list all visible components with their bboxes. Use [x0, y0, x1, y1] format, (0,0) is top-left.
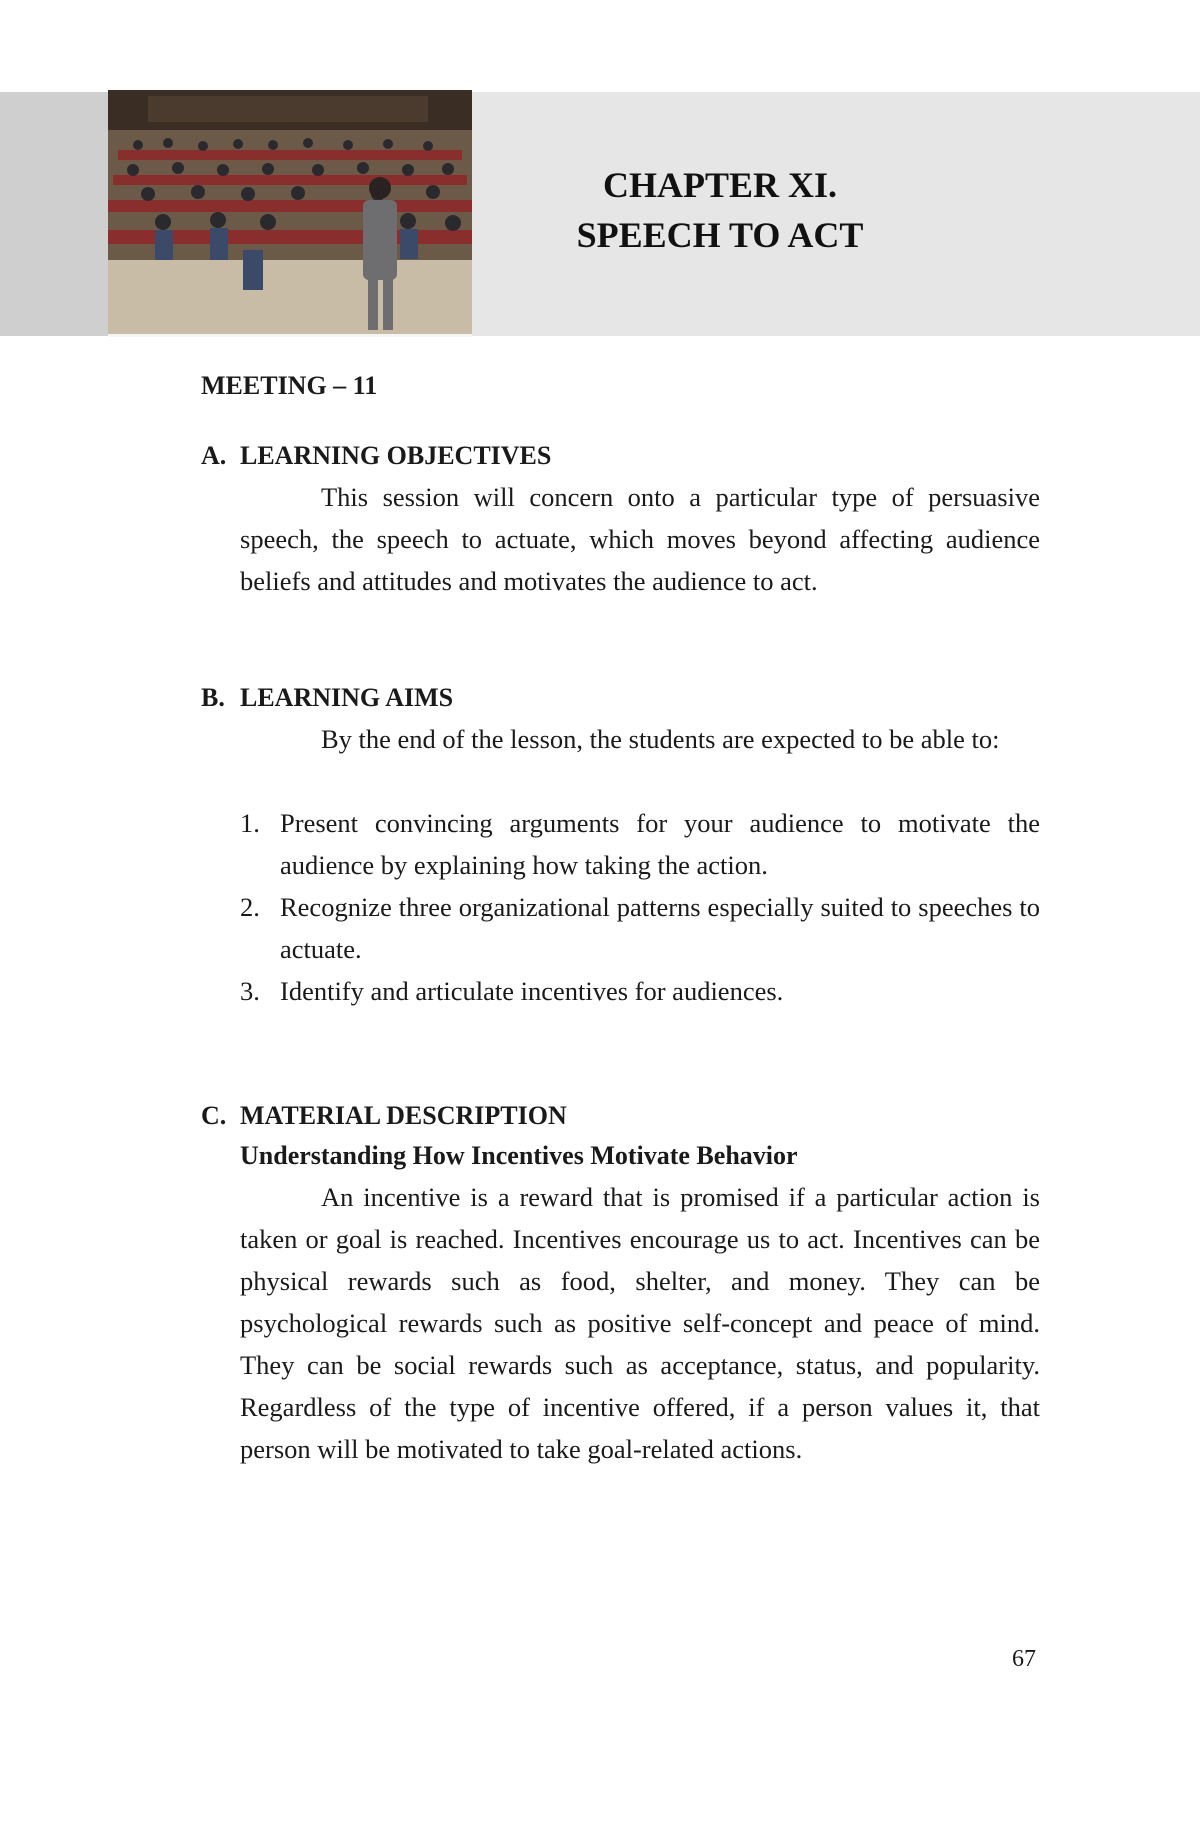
section-c-title: MATERIAL DESCRIPTION	[240, 1101, 567, 1130]
chapter-name: SPEECH TO ACT	[576, 215, 864, 255]
section-b-letter: B.	[201, 683, 225, 712]
meeting-label: MEETING – 11	[201, 371, 378, 400]
list-item	[240, 802, 1040, 886]
learning-objectives-paragraph: This session will concern onto a particular type of persuasive speech, the speech to actuate, which moves beyond affecting audience beliefs and attitudes and motivates the audience to act.	[240, 482, 1040, 596]
list-item-number: 3.	[240, 976, 260, 1006]
section-b-heading	[201, 683, 453, 713]
chapter-number: CHAPTER XI.	[602, 165, 838, 205]
learning-aims-list	[240, 802, 1040, 1012]
section-b-title: LEARNING AIMS	[240, 683, 454, 712]
section-c-heading	[201, 1101, 567, 1131]
list-item-text: Present convincing arguments for your audience to motivate the audience by explaining how taking the action.	[280, 808, 1040, 880]
section-c-letter: C.	[201, 1101, 227, 1130]
list-item-number: 1.	[240, 808, 260, 838]
list-item	[240, 886, 1040, 970]
learning-aims-intro: By the end of the lesson, the students are expected to be able to:	[321, 724, 1000, 754]
section-a-letter: A.	[201, 441, 227, 470]
section-a-title: LEARNING OBJECTIVES	[240, 441, 552, 470]
list-item	[240, 970, 1040, 1012]
section-a-heading	[201, 441, 551, 471]
page-number: 67	[1012, 1646, 1036, 1672]
chapter-title	[470, 160, 970, 260]
banner-accent-strip	[0, 92, 108, 336]
list-item-text: Identify and articulate incentives for audiences.	[280, 976, 784, 1006]
list-item-number: 2.	[240, 892, 260, 922]
lecture-hall-photo	[108, 90, 472, 337]
list-item-text: Recognize three organizational patterns especially suited to speeches to actuate.	[280, 892, 1040, 964]
material-description-paragraph: An incentive is a reward that is promised if a particular action is taken or goal is reached. Incentives encourage us to act. Incentives can be physical rewards such as food, shelter, and money. They can be psychological rewards such as positive self-concept and peace of mind. They can be social rewards such as acceptance, status, and popularity. Regardless of the type of incentive offered, if a person values it, that person will be motivated to take goal-related actions.	[240, 1182, 1040, 1464]
material-subheading: Understanding How Incentives Motivate Behavior	[240, 1141, 798, 1170]
